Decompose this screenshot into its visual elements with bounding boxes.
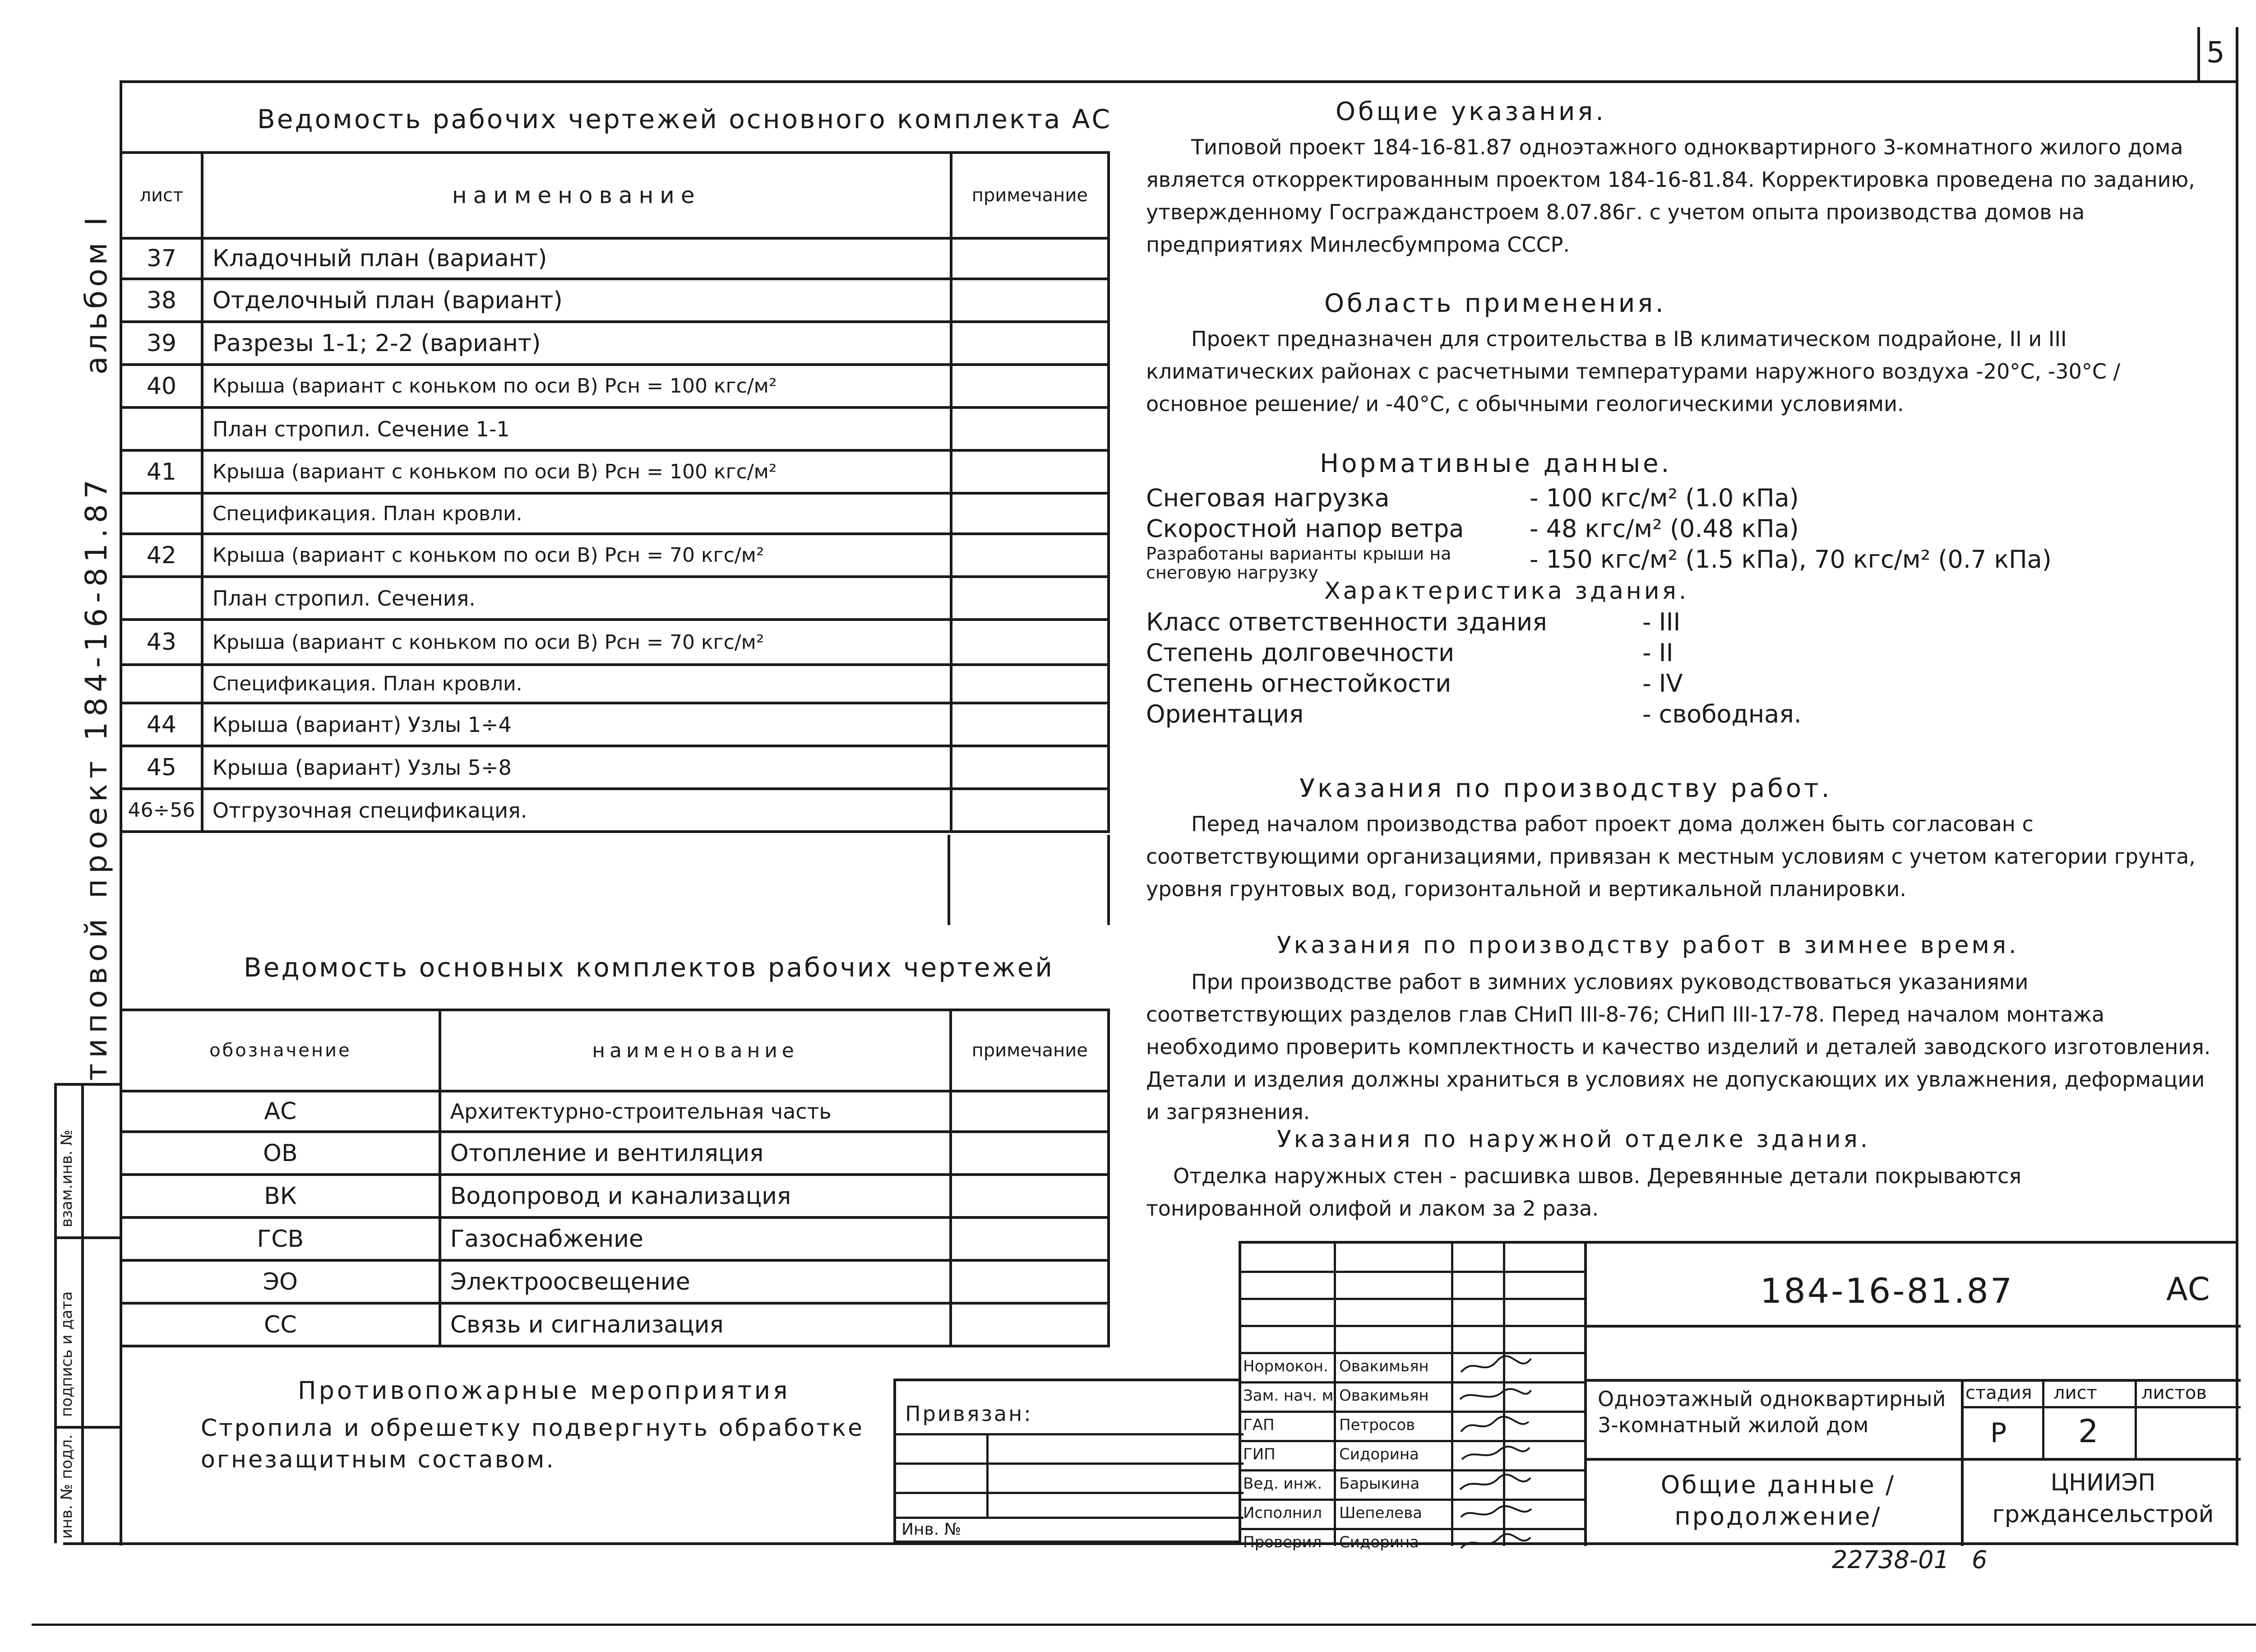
row-sheet: 45 (121, 746, 202, 789)
page-number-box-left (2197, 27, 2200, 83)
row-name: Водопровод и канализация (440, 1175, 951, 1217)
row-code: АС (121, 1091, 440, 1132)
person-name: Овакимьян (1339, 1357, 1429, 1375)
project-side-label: типовой проект 184-16-81.87 (79, 474, 114, 1081)
stamp-strip-mid (81, 1083, 84, 1543)
person-name: Шепелева (1339, 1504, 1422, 1522)
table-row (121, 450, 1109, 493)
sets-table (120, 1009, 1110, 1347)
building-row (1146, 668, 2229, 699)
signature (1456, 1530, 1538, 1557)
row-note (951, 1132, 1109, 1175)
row-name: Отделочный план (вариант) (202, 279, 951, 322)
building-label: Класс ответственности здания (1146, 608, 1547, 636)
sheet-bottom-line (32, 1624, 2256, 1626)
table-row (121, 1217, 1109, 1260)
row-sheet: 46÷56 (121, 789, 202, 832)
row-name: Крыша (вариант с коньком по оси В) Pсн = 70 кгс/м² (202, 534, 951, 577)
stamp-label-inv: инв. № подл. (58, 1434, 76, 1539)
table-row (121, 322, 1109, 365)
person-role: ГИП (1243, 1445, 1276, 1463)
bind-row-line-4 (896, 1517, 1244, 1519)
table-row (121, 703, 1109, 746)
top-border (120, 80, 2236, 83)
row-sheet: 37 (121, 238, 202, 279)
building-row (1146, 699, 2229, 730)
row-name: Крыша (вариант) Узлы 5÷8 (202, 746, 951, 789)
stamp-label-replace: взам.инв. № (58, 1129, 76, 1227)
row-note (951, 1091, 1109, 1132)
tb-right-col-c (2135, 1379, 2137, 1458)
table-row (121, 577, 1109, 620)
stamp-strip-left (54, 1083, 57, 1543)
finish-title: Указания по наружной отделке здания. (1277, 1126, 1871, 1153)
drawings-table (120, 151, 1110, 833)
row-code: ВК (121, 1175, 440, 1217)
tb-right-col-a (1961, 1379, 1964, 1546)
row-name: Крыша (вариант с коньком по оси В) Pсн = 100 кгс/м² (202, 365, 951, 407)
table-row (121, 789, 1109, 832)
general-text: Типовой проект 184-16-81.87 одноэтажного одноквартирного 3-комнатного жилого дома является откорректированным проектом 184-16-81.84. Корректировка проведена по заданию, утвержденному Госгражданстроем 8.07.86г. с учетом опыта производства домов на предприятиях Минлесбумпрома СССР. (1146, 135, 2195, 257)
drawings-table-continuation-left (948, 835, 950, 925)
works-title: Указания по производству работ. (1299, 774, 1832, 803)
person-row (1241, 1499, 1584, 1528)
bind-block (893, 1379, 1241, 1543)
building-value: - свободная. (1642, 700, 1802, 728)
building-row (1146, 638, 2229, 668)
row-note (951, 1260, 1109, 1303)
page-number: 5 (2206, 36, 2225, 69)
person-role: Проверил (1243, 1533, 1322, 1551)
row-name: Связь и сигнализация (440, 1303, 951, 1346)
row-note (951, 1303, 1109, 1346)
person-row (1241, 1352, 1584, 1381)
sets-list-title: Ведомость основных комплектов рабочих чертежей (244, 952, 1054, 983)
archive-number: 22738-01 (1832, 1546, 1949, 1574)
row-name: Отопление и вентиляция (440, 1132, 951, 1175)
col-header-code: обозначение (121, 1010, 440, 1091)
fire-text: Стропила и обрешетку подвергнуть обработке огнезащитным составом. (201, 1415, 864, 1473)
row-name: Разрезы 1-1; 2-2 (вариант) (202, 322, 951, 365)
fire-title: Противопожарные мероприятия (298, 1376, 791, 1405)
row-sheet: 42 (121, 534, 202, 577)
person-row (1241, 1528, 1584, 1557)
table-row (121, 493, 1109, 534)
works-text: Перед началом производства работ проект дома должен быть согласован с соответствующими организациями, привязан к местным условиям с учетом категории грунта, уровня грунтовых вод, горизонтальной и вертикальной планировки. (1146, 812, 2196, 901)
stamp-label-sign: подпись и дата (58, 1291, 76, 1417)
row-name: Электроосвещение (440, 1260, 951, 1303)
row-code: ЭО (121, 1260, 440, 1303)
norm-label: Снеговая нагрузка (1146, 484, 1390, 512)
signature (1456, 1384, 1538, 1411)
set-code: АС (2166, 1271, 2210, 1308)
table-row (121, 279, 1109, 322)
signature (1456, 1354, 1538, 1381)
signature (1456, 1472, 1538, 1499)
signature (1456, 1442, 1538, 1469)
table-row (121, 407, 1109, 450)
table-row (121, 746, 1109, 789)
tb-row-a (1241, 1271, 1584, 1273)
stage-label: стадия (1965, 1383, 2032, 1403)
sheet-title: Общие данные /продолжение/ (1660, 1471, 1896, 1531)
org-name: ЦНИИЭП грждансельстрой (1992, 1469, 2214, 1528)
person-row (1241, 1469, 1584, 1499)
object-name: Одноэтажный одноквартирный 3-комнатный жилой дом (1598, 1387, 1946, 1437)
row-note (951, 620, 1109, 665)
row-note (951, 665, 1109, 703)
col-header-note: примечание (951, 153, 1109, 238)
norm-row (1146, 483, 2229, 514)
building-row (1146, 607, 2229, 638)
norm-row (1146, 544, 2229, 582)
building-label: Степень огнестойкости (1146, 669, 1452, 698)
col-header-sheet: лист (121, 153, 202, 238)
bind-row-line-1 (896, 1433, 1244, 1435)
row-note (951, 450, 1109, 493)
row-note (951, 789, 1109, 832)
signature (1456, 1501, 1538, 1528)
person-role: Нормокон. (1243, 1357, 1328, 1375)
row-name: Крыша (вариант) Узлы 1÷4 (202, 703, 951, 746)
table-row (121, 1303, 1109, 1346)
scope-title: Область применения. (1324, 289, 1666, 318)
row-sheet: 39 (121, 322, 202, 365)
table-row (121, 365, 1109, 407)
person-name: Сидорина (1339, 1445, 1419, 1463)
norm-value: - 100 кгс/м² (1.0 кПа) (1530, 484, 1799, 512)
row-sheet: 38 (121, 279, 202, 322)
table-row (121, 620, 1109, 665)
table-row (121, 665, 1109, 703)
row-name: Крыша (вариант с коньком по оси В) Pсн = 100 кгс/м² (202, 450, 951, 493)
row-note (951, 746, 1109, 789)
drawings-list-title: Ведомость рабочих чертежей основного комплекта АС (257, 104, 1112, 134)
general-title: Общие указания. (1336, 97, 1606, 126)
person-name: Сидорина (1339, 1533, 1419, 1551)
drawings-table-continuation-right (1107, 835, 1110, 925)
sheet-value: 2 (2078, 1413, 2099, 1450)
person-name: Барыкина (1339, 1475, 1420, 1493)
person-name: Петросов (1339, 1416, 1415, 1434)
finish-text: Отделка наружных стен - расшивка швов. Деревянные детали покрываются тонированной олифой и лаком за 2 раза. (1146, 1164, 2022, 1221)
tb-right-row-3 (1584, 1458, 2241, 1461)
row-name: Отгрузочная спецификация. (202, 789, 951, 832)
row-sheet (121, 407, 202, 450)
tb-right-row-2 (1584, 1379, 2241, 1382)
norms-table (1146, 483, 2229, 582)
person-role: Вед. инж. (1243, 1475, 1322, 1493)
table-row (121, 238, 1109, 279)
row-sheet: 41 (121, 450, 202, 493)
table-row (121, 1132, 1109, 1175)
building-value: - III (1642, 608, 1681, 636)
stamp-strip-div1 (54, 1236, 122, 1239)
row-code: ОВ (121, 1132, 440, 1175)
row-note (951, 1175, 1109, 1217)
building-label: Степень долговечности (1146, 639, 1455, 667)
tb-right-row-1 (1584, 1325, 2241, 1328)
person-row (1241, 1381, 1584, 1411)
row-note (951, 238, 1109, 279)
stamp-strip-div2 (54, 1426, 122, 1429)
row-sheet: 44 (121, 703, 202, 746)
norm-label: Разработаны варианты крыши на снеговую нагрузку (1146, 544, 1452, 583)
row-note (951, 493, 1109, 534)
person-role: Зам. нач. м (1243, 1387, 1334, 1405)
tb-row-c (1241, 1325, 1584, 1327)
row-note (951, 279, 1109, 322)
doc-code: 184-16-81.87 (1760, 1271, 2014, 1311)
table-row (121, 1175, 1109, 1217)
bind-inv-label: Инв. № (901, 1520, 962, 1539)
table-row (121, 534, 1109, 577)
row-note (951, 407, 1109, 450)
building-title: Характеристика здания. (1324, 578, 1689, 605)
row-name: Спецификация. План кровли. (202, 665, 951, 703)
bind-row-line-3 (896, 1492, 1244, 1494)
album-side-label: альбом I (79, 213, 114, 375)
building-table (1146, 607, 2229, 730)
tb-right-row-stage (1961, 1406, 2241, 1408)
winter-title: Указания по производству работ в зимнее время. (1277, 932, 2019, 959)
person-name: Овакимьян (1339, 1387, 1429, 1405)
sheets-label: листов (2141, 1383, 2207, 1403)
col-header-name: наименование (202, 153, 951, 238)
person-row (1241, 1411, 1584, 1440)
row-note (951, 365, 1109, 407)
norm-row (1146, 514, 2229, 544)
row-name: Архитектурно-строительная часть (440, 1091, 951, 1132)
row-name: Спецификация. План кровли. (202, 493, 951, 534)
building-value: - II (1642, 639, 1674, 667)
sheet-label: лист (2053, 1383, 2097, 1403)
row-note (951, 703, 1109, 746)
winter-text: При производстве работ в зимних условиях руководствоваться указаниями соответствующих разделов глав СНиП III-8-76; СНиП III-17-78. Перед началом монтажа необходимо проверить комплектность и качество изделий и деталей заводского изготовления. Детали и изделия должны храниться в условиях не допускающих их увлажнения, деформации и загрязнения. (1146, 970, 2211, 1124)
person-row (1241, 1440, 1584, 1469)
person-role: Исполнил (1243, 1504, 1322, 1522)
row-note (951, 534, 1109, 577)
building-value: - IV (1642, 669, 1683, 698)
row-sheet: 43 (121, 620, 202, 665)
row-sheet (121, 665, 202, 703)
building-label: Ориентация (1146, 700, 1304, 728)
col-header-note: примечание (951, 1010, 1109, 1091)
row-sheet: 40 (121, 365, 202, 407)
row-sheet (121, 577, 202, 620)
footer-page: 6 (1972, 1546, 1988, 1574)
people-list (1241, 1352, 1584, 1557)
norm-value: - 48 кгс/м² (0.48 кПа) (1530, 514, 1799, 543)
tb-row-b (1241, 1298, 1584, 1300)
row-sheet (121, 493, 202, 534)
bind-col-line (986, 1433, 989, 1519)
table-row (121, 1260, 1109, 1303)
title-block (1239, 1241, 2238, 1551)
tb-right-col-b (2042, 1379, 2044, 1458)
row-note (951, 322, 1109, 365)
norms-title: Нормативные данные. (1320, 449, 1672, 478)
stamp-strip-top (54, 1083, 122, 1086)
bind-row-line-2 (896, 1462, 1244, 1465)
row-code: ГСВ (121, 1217, 440, 1260)
col-header-name: наименование (440, 1010, 951, 1091)
row-name: Крыша (вариант с коньком по оси В) Pсн = 70 кгс/м² (202, 620, 951, 665)
row-name: Кладочный план (вариант) (202, 238, 951, 279)
row-code: СС (121, 1303, 440, 1346)
stage-value: Р (1990, 1417, 2007, 1449)
person-role: ГАП (1243, 1416, 1275, 1434)
row-note (951, 1217, 1109, 1260)
norm-value: - 150 кгс/м² (1.5 кПа), 70 кгс/м² (0.7 кПа) (1530, 545, 2052, 574)
row-name: План стропил. Сечения. (202, 577, 951, 620)
table-row (121, 1091, 1109, 1132)
signature (1456, 1413, 1538, 1440)
row-name: Газоснабжение (440, 1217, 951, 1260)
row-name: План стропил. Сечение 1-1 (202, 407, 951, 450)
tb-col-4 (1584, 1244, 1587, 1546)
norm-label: Скоростной напор ветра (1146, 514, 1464, 543)
row-note (951, 577, 1109, 620)
scope-text: Проект предназначен для строительства в IВ климатическом подрайоне, II и III климатических районах с расчетными температурами наружного воздуха -20°С, -30°С /основное решение/ и -40°С, с обычными геологическими условиями. (1146, 327, 2121, 416)
bind-label: Привязан: (905, 1402, 1033, 1426)
